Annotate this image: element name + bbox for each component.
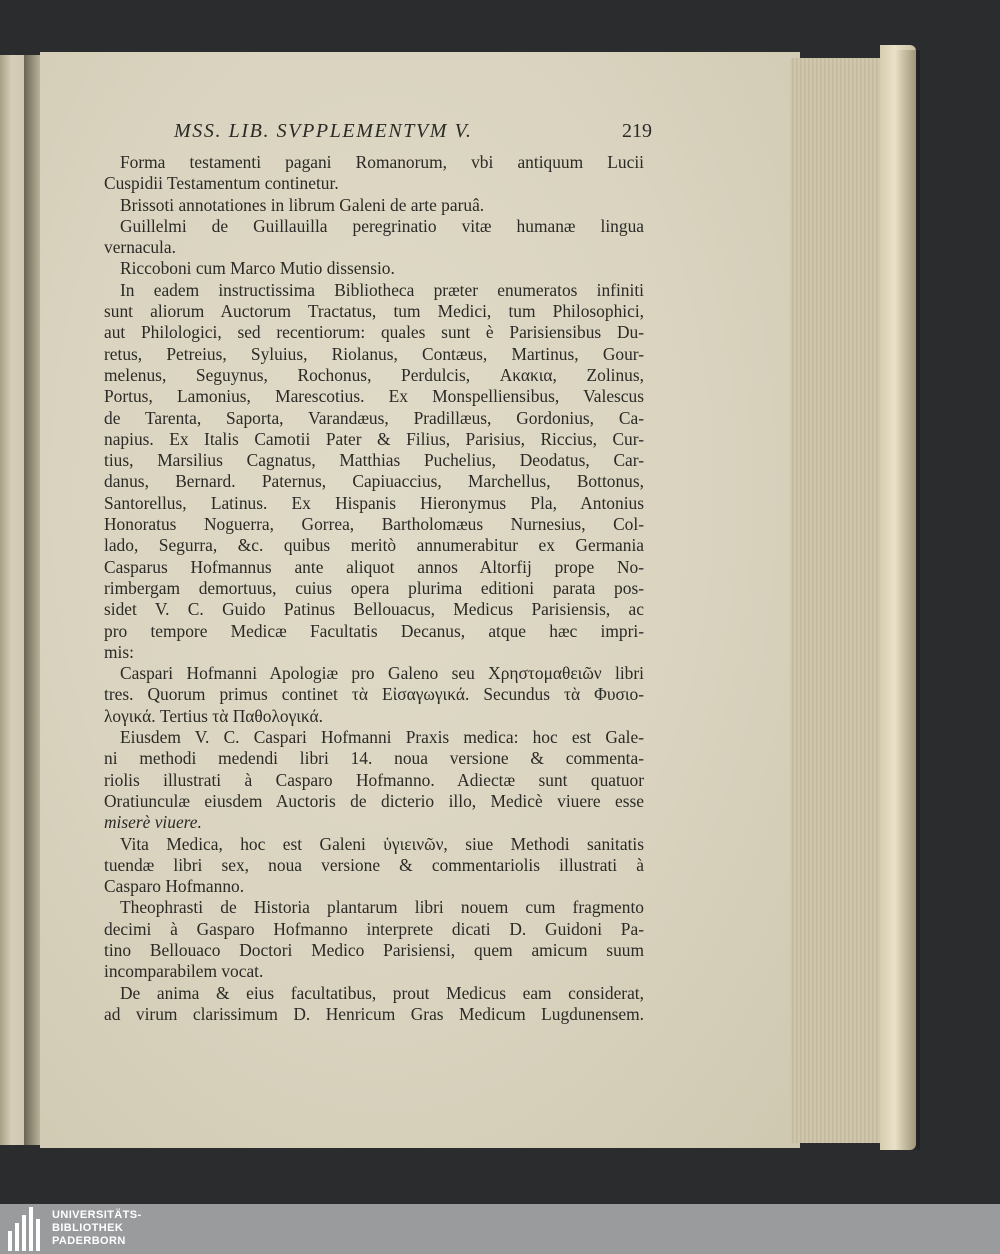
text-line: aut Philologici, sed recentiorum: quales sunt è Parisiensibus Du- bbox=[104, 322, 644, 343]
text-line: Santorellus, Latinus. Ex Hispanis Hieronymus Pla, Antonius bbox=[104, 492, 644, 513]
text-line: mis: bbox=[104, 641, 134, 662]
left-page-edge bbox=[0, 55, 27, 1145]
text-line: de Tarenta, Saporta, Varandæus, Pradillæus, Gordonius, Ca- bbox=[104, 407, 644, 428]
text-line: Oratiunculæ eiusdem Auctoris de dicterio illo, Medicè viuere esse bbox=[104, 790, 644, 811]
text-line: Forma testamenti pagani Romanorum, vbi antiquum Lucii bbox=[120, 152, 644, 172]
text-line: Portus, Lamonius, Marescotius. Ex Monspelliensibus, Valescus bbox=[104, 386, 644, 407]
library-logo-icon bbox=[8, 1207, 48, 1251]
text-line: incomparabilem vocat. bbox=[104, 961, 264, 982]
text-line: Guillelmi de Guillauilla peregrinatio vitæ humanæ lingua bbox=[120, 215, 644, 236]
text-line: vernacula. bbox=[104, 237, 176, 258]
text-line: pro tempore Medicæ Facultatis Decanus, atque hæc impri- bbox=[104, 620, 644, 641]
running-head bbox=[104, 120, 652, 152]
text-line: napius. Ex Italis Camotii Pater & Filius, Parisius, Riccius, Cur- bbox=[104, 428, 644, 449]
text-line: decimi à Gasparo Hofmanno interprete dicati D. Guidoni Pa- bbox=[104, 918, 644, 939]
running-head-title: MSS. LIB. SVPPLEMENTVM V. bbox=[174, 120, 473, 142]
text-line: melenus, Seguynus, Rochonus, Perdulcis, Ακακια, Zolinus, bbox=[104, 364, 644, 385]
text-line: Casparus Hofmannus ante aliquot annos Altorfij prope No- bbox=[104, 556, 644, 577]
text-line: Theophrasti de Historia plantarum libri nouem cum fragmento bbox=[120, 897, 644, 918]
text-line: tuendæ libri sex, noua versione & commentariolis illustrati à bbox=[104, 854, 644, 875]
text-line: lado, Segurra, &c. quibus meritò annumerabitur ex Germania bbox=[104, 535, 644, 556]
text-line: riolis illustrati à Casparo Hofmanno. Adiectæ sunt quatuor bbox=[104, 769, 644, 790]
page-number: 219 bbox=[622, 120, 652, 142]
text-line: Riccoboni cum Marco Mutio dissensio. bbox=[120, 258, 395, 279]
text-line: ni methodi medendi libri 14. noua versione & commenta- bbox=[104, 748, 644, 769]
text-line: Caspari Hofmanni Apologiæ pro Galeno seu Χρηστομαθειῶν libri bbox=[120, 663, 644, 684]
text-line: miserè viuere. bbox=[104, 812, 202, 833]
text-line: Eiusdem V. C. Caspari Hofmanni Praxis medica: hoc est Gale- bbox=[120, 727, 644, 748]
page-stack-edges bbox=[790, 58, 890, 1143]
text-line: danus, Bernard. Paternus, Capiuaccius, Marchellus, Bottonus, bbox=[104, 471, 644, 492]
text-line: tino Bellouaco Doctori Medico Parisiensi, quem amicum suum bbox=[104, 939, 644, 960]
text-line: Brissoti annotationes in librum Galeni de arte paruâ. bbox=[120, 194, 485, 215]
text-line: retus, Petreius, Syluius, Riolanus, Contæus, Martinus, Gour- bbox=[104, 343, 644, 364]
logo-line: BIBLIOTHEK bbox=[52, 1222, 124, 1234]
text-line: ad virum clarissimum D. Henricum Gras Medicum Lugdunensem. bbox=[104, 1003, 644, 1024]
cover-shadow bbox=[895, 50, 920, 1150]
text-line: sunt aliorum Auctorum Tractatus, tum Medici, tum Philosophici, bbox=[104, 301, 644, 322]
text-line: sidet V. C. Guido Patinus Bellouacus, Medicus Parisiensis, ac bbox=[104, 599, 644, 620]
text-line: tius, Marsilius Cagnatus, Matthias Puchelius, Deodatus, Car- bbox=[104, 450, 644, 471]
library-footer-bar bbox=[0, 1204, 1000, 1254]
text-line: Vita Medica, hoc est Galeni ὑγιεινῶν, siue Methodi sanitatis bbox=[120, 833, 644, 854]
text-line: Casparo Hofmanno. bbox=[104, 876, 245, 897]
text-line: De anima & eius facultatibus, prout Medicus eam considerat, bbox=[120, 982, 644, 1003]
text-line: Honoratus Noguerra, Gorrea, Bartholomæus Nurnesius, Col- bbox=[104, 514, 644, 535]
text-line: tres. Quorum primus continet τὰ Εἰσαγωγικά. Secundus τὰ Φυσιο- bbox=[104, 684, 644, 705]
text-line: rimbergam demortuus, cuius opera plurima editioni parata pos- bbox=[104, 577, 644, 598]
text-line: Cuspidii Testamentum continetur. bbox=[104, 173, 339, 194]
logo-line: UNIVERSITÄTS- bbox=[52, 1209, 142, 1221]
text-line: λογικά. Tertius τὰ Παθολογικά. bbox=[104, 705, 324, 726]
logo-line: PADERBORN bbox=[52, 1235, 126, 1247]
page-text-block bbox=[104, 120, 652, 1025]
text-line: In eadem instructissima Bibliotheca præter enumeratos infiniti bbox=[120, 279, 644, 300]
library-logo-text bbox=[52, 1209, 142, 1248]
